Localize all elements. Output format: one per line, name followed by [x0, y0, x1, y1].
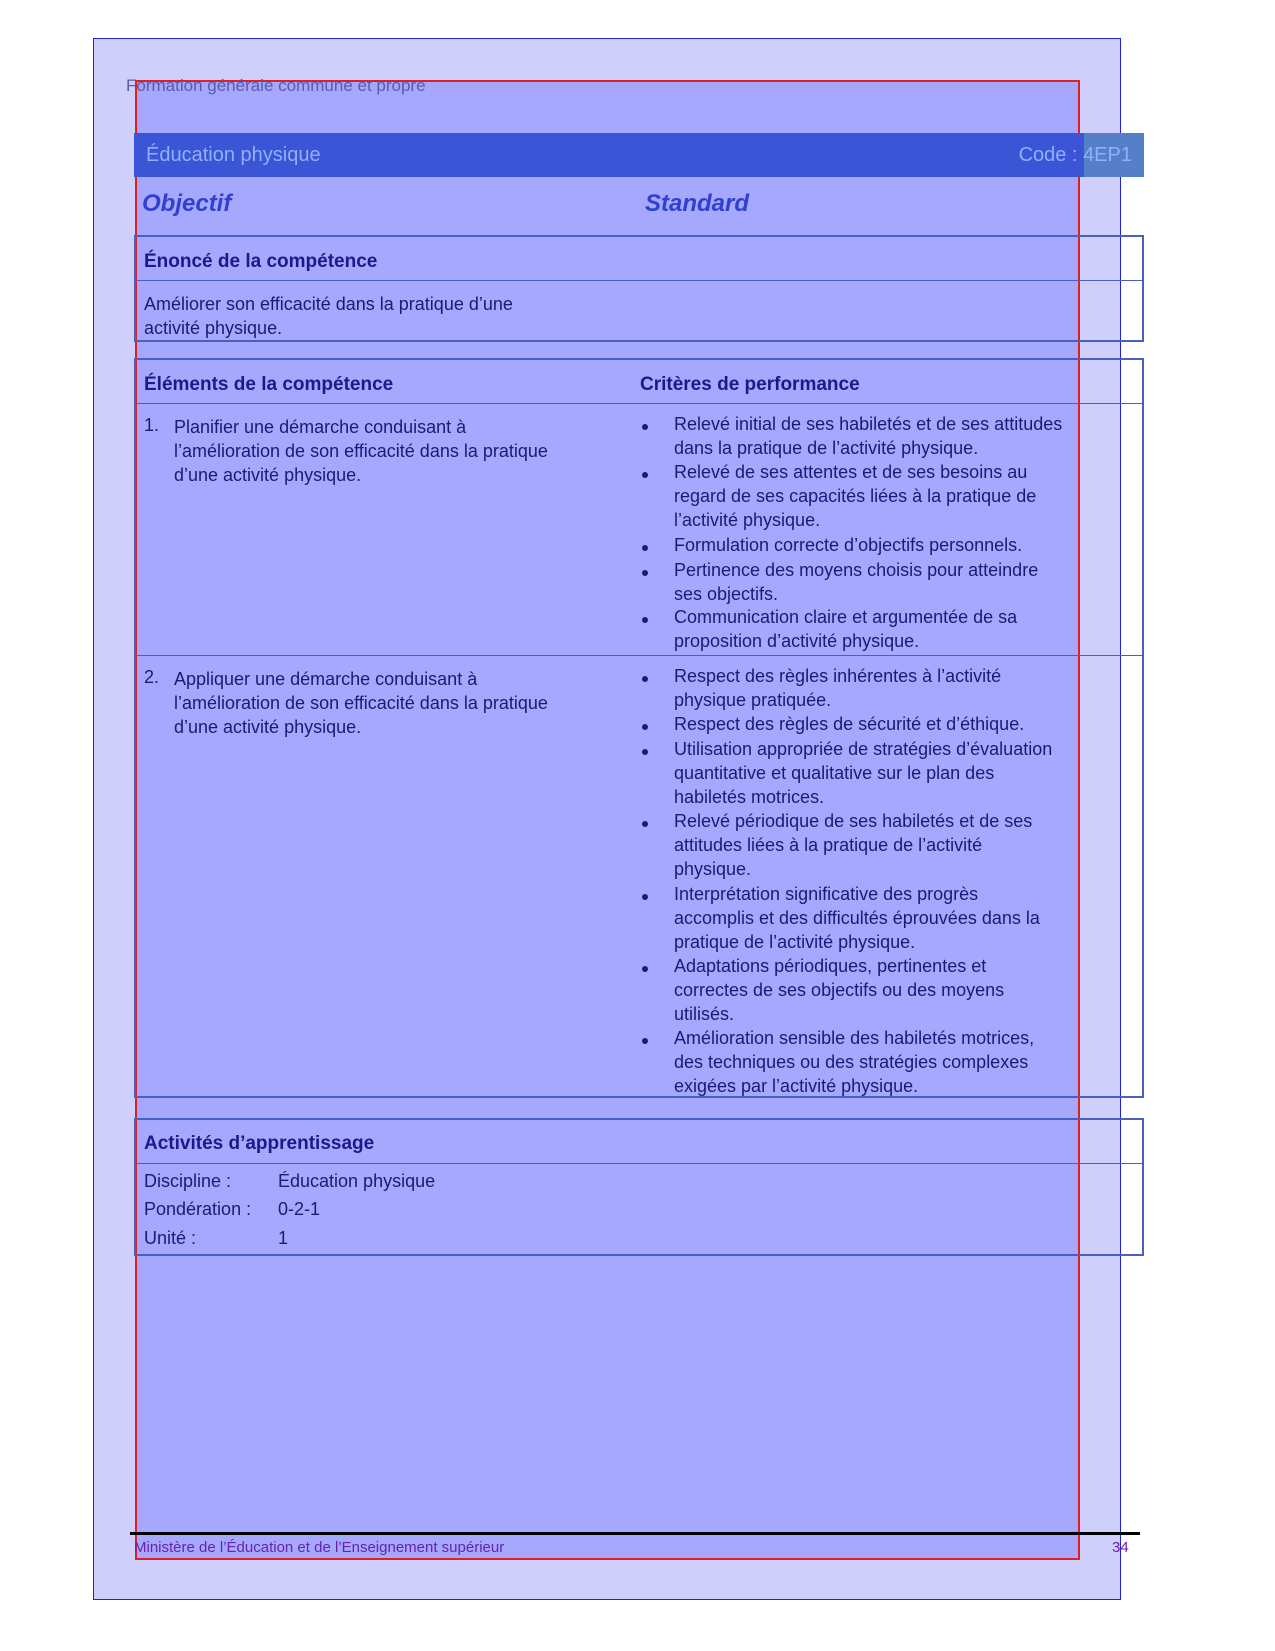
- criterion-line: ses objectifs.: [674, 584, 779, 604]
- element-line: d’une activité physique.: [174, 717, 362, 737]
- elements-heading: Éléments de la compétence: [144, 374, 394, 395]
- bullet: [642, 472, 648, 478]
- criterion-line: l’activité physique.: [674, 510, 821, 530]
- criterion-line: Relevé initial de ses habiletés et de ses attitudes: [674, 414, 1063, 434]
- criterion-line: quantitative et qualitative sur le plan des: [674, 763, 995, 783]
- enonce-heading: Énoncé de la compétence: [144, 251, 378, 272]
- element-text: [174, 415, 548, 487]
- bullet: [642, 966, 648, 972]
- criterion-line: Pertinence des moyens choisis pour atteindre: [674, 560, 1039, 580]
- elements-box: [134, 358, 1144, 1098]
- criterion-line: utilisés.: [674, 1004, 735, 1024]
- footer-ministry: Ministère de l’Éducation et de l’Enseignement supérieur: [134, 1539, 505, 1556]
- activites-heading: Activités d’apprentissage: [144, 1133, 375, 1154]
- activites-box: [134, 1118, 1144, 1256]
- page-number: 34: [1112, 1539, 1129, 1556]
- criterion-line: Relevé périodique de ses habiletés et de ses: [674, 811, 1033, 831]
- criterion: [674, 558, 1038, 606]
- element-number: 2.: [144, 667, 160, 687]
- enonce-text: [144, 292, 513, 340]
- criterion-line: exigées par l’activité physique.: [674, 1076, 919, 1096]
- criterion: [674, 412, 1062, 460]
- enonce-box: [134, 235, 1144, 342]
- bullet: [642, 749, 648, 755]
- criterion-line: physique.: [674, 859, 752, 879]
- criteres-heading: Critères de performance: [640, 374, 860, 395]
- criterion-line: des techniques ou des stratégies complexes: [674, 1052, 1029, 1072]
- title-bar: [134, 133, 1144, 177]
- criterion-line: physique pratiquée.: [674, 690, 832, 710]
- criterion-line: regard de ses capacités liées à la pratique de: [674, 486, 1037, 506]
- criterion-line: accomplis et des difficultés éprouvées dans la: [674, 908, 1040, 928]
- criterion-line: pratique de l’activité physique.: [674, 932, 916, 952]
- criterion: [674, 712, 1024, 736]
- row-divider: [136, 655, 1142, 656]
- criterion: [674, 533, 1022, 557]
- enonce-divider: [136, 280, 1142, 281]
- activite-value: 1: [278, 1228, 289, 1248]
- code-value: 4EP1: [1083, 144, 1132, 166]
- enonce-line: Améliorer son efficacité dans la pratique d’une: [144, 294, 513, 314]
- element-line: Appliquer une démarche conduisant à: [174, 669, 478, 689]
- title-code: [1019, 144, 1132, 167]
- bullet: [642, 1038, 648, 1044]
- criterion-line: Respect des règles inhérentes à l’activité: [674, 666, 1002, 686]
- element-number: 1.: [144, 415, 160, 435]
- criterion: [674, 882, 1040, 954]
- bullet: [642, 724, 648, 730]
- objectif-label: Objectif: [142, 190, 232, 217]
- bullet: [642, 545, 648, 551]
- title-discipline: Éducation physique: [146, 144, 321, 166]
- element-line: l’amélioration de son efficacité dans la pratique: [174, 693, 548, 713]
- criterion: [674, 737, 1052, 809]
- running-header: Formation générale commune et propre: [126, 76, 426, 95]
- criterion-line: habiletés motrices.: [674, 787, 825, 807]
- activite-value: Éducation physique: [278, 1171, 436, 1191]
- bullet: [642, 821, 648, 827]
- bullet: [642, 894, 648, 900]
- criterion: [674, 954, 1004, 1026]
- criterion: [674, 1026, 1034, 1098]
- criterion: [674, 664, 1001, 712]
- enonce-line: activité physique.: [144, 318, 283, 338]
- criterion-line: Amélioration sensible des habiletés motrices,: [674, 1028, 1035, 1048]
- criterion-line: Communication claire et argumentée de sa: [674, 607, 1018, 627]
- activite-label: Discipline :: [144, 1171, 232, 1191]
- element-line: d’une activité physique.: [174, 465, 362, 485]
- element-text: [174, 667, 548, 739]
- standard-label: Standard: [645, 190, 750, 217]
- criterion: [674, 605, 1017, 653]
- bullet: [642, 570, 648, 576]
- criterion-line: Interprétation significative des progrès: [674, 884, 979, 904]
- criterion-line: attitudes liées à la pratique de l’activité: [674, 835, 983, 855]
- criterion-line: Adaptations périodiques, pertinentes et: [674, 956, 987, 976]
- criterion-line: Relevé de ses attentes et de ses besoins au: [674, 462, 1028, 482]
- criterion-line: correctes de ses objectifs ou des moyens: [674, 980, 1005, 1000]
- bullet: [642, 676, 648, 682]
- bullet: [642, 617, 648, 623]
- element-line: l’amélioration de son efficacité dans la pratique: [174, 441, 548, 461]
- criterion-line: Respect des règles de sécurité et d’éthique.: [674, 714, 1025, 734]
- criterion-line: dans la pratique de l’activité physique.: [674, 438, 979, 458]
- criterion-line: proposition d’activité physique.: [674, 631, 920, 651]
- code-label: Code :: [1018, 144, 1078, 166]
- footer-rule: [130, 1532, 1140, 1535]
- criterion-line: Formulation correcte d’objectifs personnels.: [674, 535, 1023, 555]
- criterion: [674, 460, 1036, 532]
- activites-divider: [136, 1163, 1142, 1164]
- elements-divider: [136, 403, 1142, 404]
- activite-value: 0-2-1: [278, 1199, 321, 1219]
- element-line: Planifier une démarche conduisant à: [174, 417, 467, 437]
- criterion-line: Utilisation appropriée de stratégies d’évaluation: [674, 739, 1053, 759]
- bullet: [642, 424, 648, 430]
- activite-label: Unité :: [144, 1228, 197, 1248]
- criterion: [674, 809, 1032, 881]
- activite-label: Pondération :: [144, 1199, 252, 1219]
